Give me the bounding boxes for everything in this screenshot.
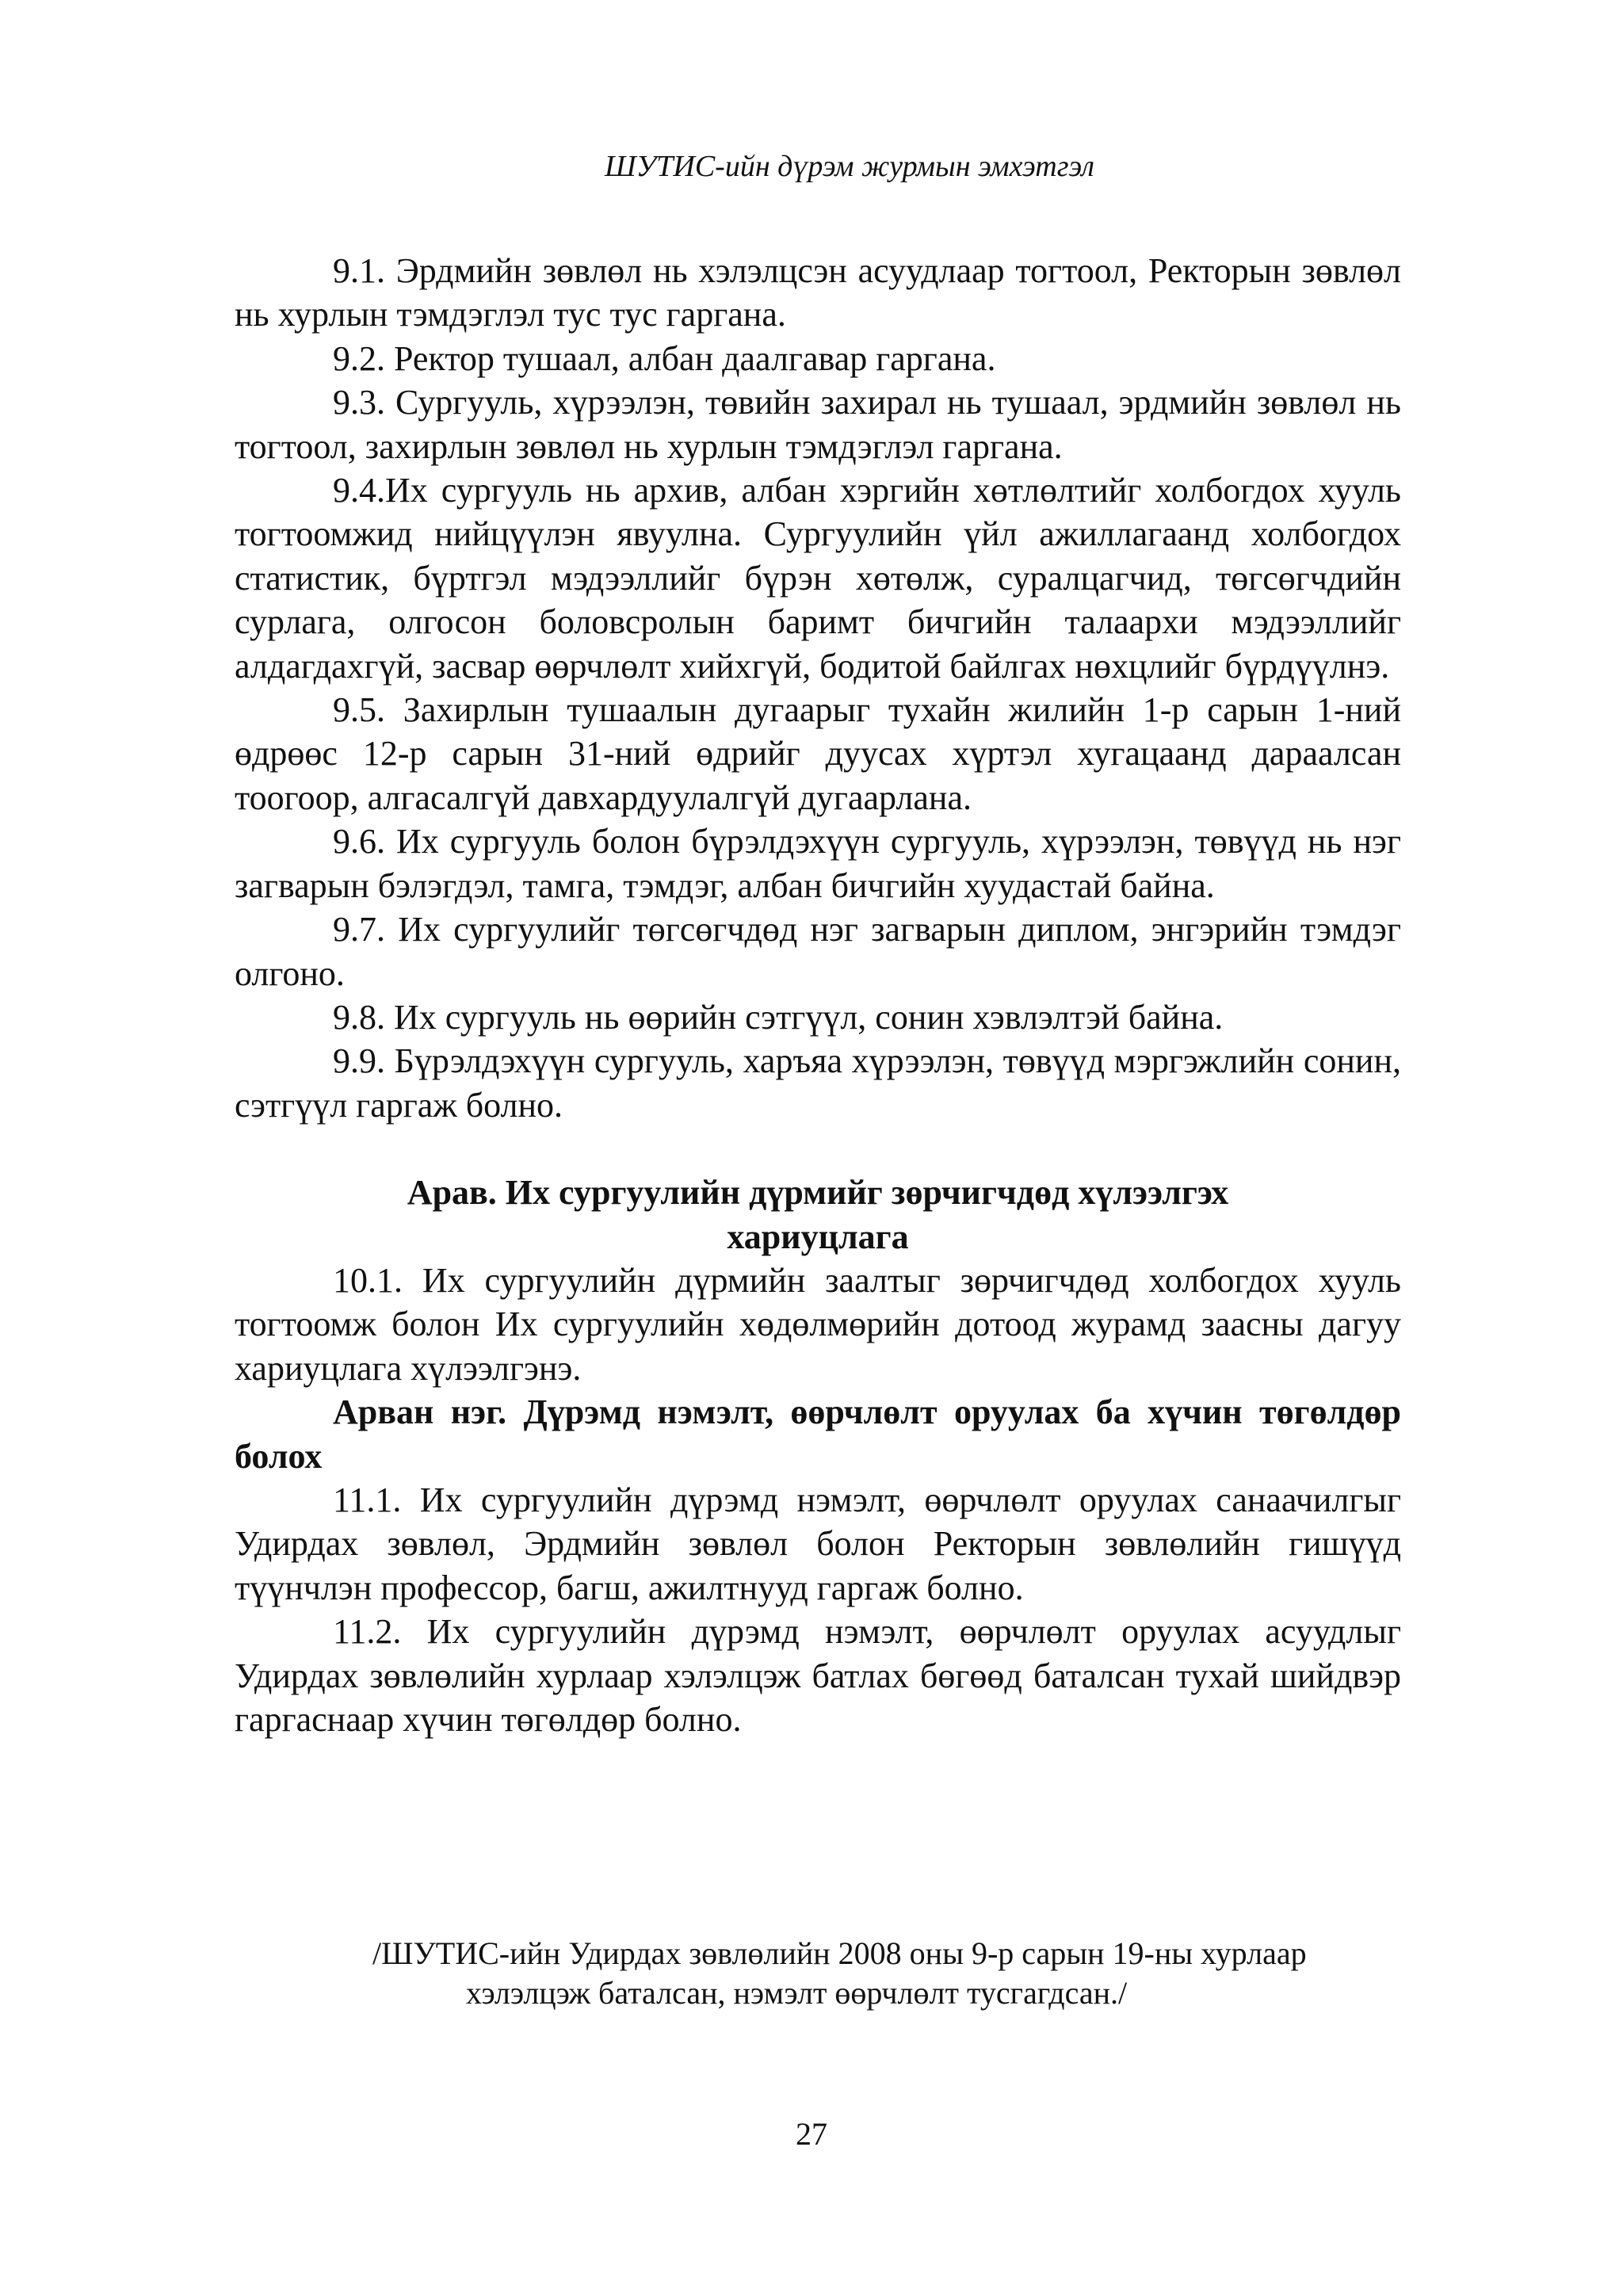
paragraph-9-4: 9.4.Их сургууль нь архив, албан хэргийн хөтлөлтийг холбогдох хууль тогтоомжид нийцүүлэн явуулна. Сургуулийн үйл ажиллагаанд холбогдох статистик, бүртгэл мэдээллийг бүрэн хөтөлж, суралцагчид, төгсөгчдийн сурлага, олгосон боловсролын баримт бичгийн талаархи мэдээллийг алдагдахгүй, засвар өөрчлөлт хийхгүй, бодитой байлгах нөхцлийг бүрдүүлнэ. [235, 471, 1401, 686]
closing-note-line2: хэлэлцэж баталсан, нэмэлт өөрчлөлт тусгагдсан./ [466, 1975, 1128, 2011]
closing-note-line1: /ШУТИС-ийн Удирдах зөвлөлийн 2008 оны 9-р сарын 19-ны хурлаар [372, 1935, 1307, 1971]
paragraph-9-6: 9.6. Их сургууль болон бүрэлдэхүүн сургууль, хүрээлэн, төвүүд нь нэг загварын бэлэгдэл, тамга, тэмдэг, албан бичгийн хуудастай байна. [235, 822, 1401, 905]
paragraph-9-7: 9.7. Их сургуулийг төгсөгчдөд нэг загварын диплом, энгэрийн тэмдэг олгоно. [235, 910, 1401, 993]
section-10-heading [235, 1171, 1401, 1259]
section-10-heading-line1: Арав. Их сургуулийн дүрмийг зөрчигчдөд хүлээлгэх [407, 1173, 1229, 1213]
paragraph-9-5: 9.5. Захирлын тушаалын дугаарыг тухайн жилийн 1-р сарын 1-ний өдрөөс 12-р сарын 31-ний өдрийг дуусах хүртэл хугацаанд дараалсан тоогоор, алгасалгүй давхардуулалгүй дугаарлана. [235, 690, 1401, 817]
paragraph-11-1: 11.1. Их сургуулийн дүрэмд нэмэлт, өөрчлөлт оруулах санаачилгыг Удирдах зөвлөл, Эрдмийн зөвлөл болон Ректорын зөвлөлийн гишүүд түүнчлэн профессор, багш, ажилтнууд гаргаж болно. [235, 1480, 1401, 1607]
paragraph-9-2: 9.2. Ректор тушаал, албан даалгавар гаргана. [333, 338, 996, 378]
paragraph-11-2: 11.2. Их сургуулийн дүрэмд нэмэлт, өөрчлөлт оруулах асуудлыг Удирдах зөвлөлийн хурлаар хэлэлцэж батлах бөгөөд баталсан тухай шийдвэр гаргаснаар хүчин төгөлдөр болно. [235, 1612, 1401, 1739]
section-10-heading-line2: хариуцлага [727, 1217, 909, 1256]
section-11-heading: Арван нэг. Дүрэмд нэмэлт, өөрчлөлт оруулах ба хүчин төгөлдөр болох [235, 1392, 1401, 1476]
running-header: ШУТИС-ийн дүрэм журмын эмхэтгэл [605, 150, 1094, 183]
page-number: 27 [796, 2116, 827, 2152]
paragraph-9-8: 9.8. Их сургууль нь өөрийн сэтгүүл, сонин хэвлэлтэй байна. [333, 997, 1224, 1037]
paragraph-10-1: 10.1. Их сургуулийн дүрмийн заалтыг зөрчигчдөд холбогдох хууль тогтоомж болон Их сургуулийн хөдөлмөрийн дотоод журамд заасны дагуу хариуцлага хүлээлгэнэ. [235, 1260, 1401, 1388]
paragraph-9-3: 9.3. Сургууль, хүрээлэн, төвийн захирал нь тушаал, эрдмийн зөвлөл нь тогтоол, захирлын зөвлөл нь хурлын тэмдэглэл гаргана. [235, 383, 1401, 466]
paragraph-9-1: 9.1. Эрдмийн зөвлөл нь хэлэлцсэн асуудлаар тогтоол, Ректорын зөвлөл нь хурлын тэмдэглэл тус тус гаргана. [235, 251, 1401, 334]
paragraph-9-9: 9.9. Бүрэлдэхүүн сургууль, харъяа хүрээлэн, төвүүд мэргэжлийн сонин, сэтгүүл гаргаж болно. [235, 1041, 1401, 1125]
document-body [235, 249, 1401, 1741]
closing-note [372, 1934, 1395, 2013]
